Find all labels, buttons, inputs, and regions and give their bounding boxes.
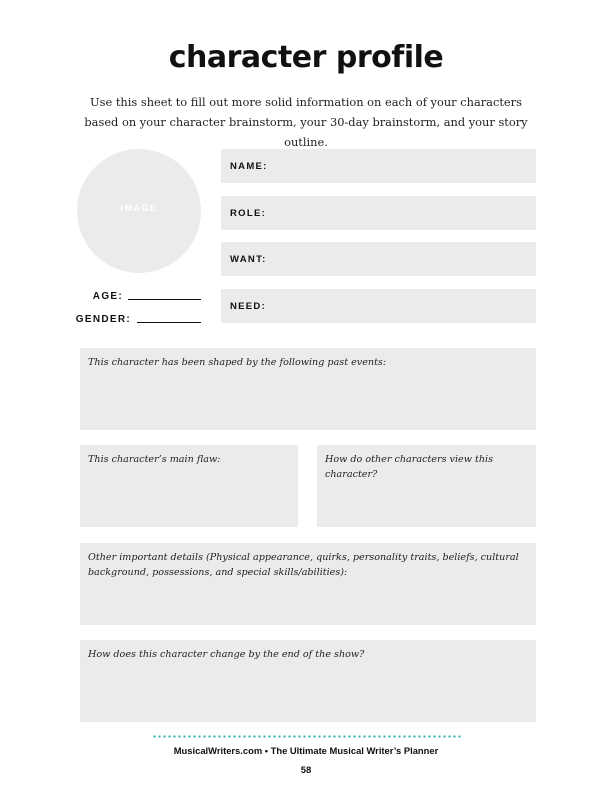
image-placeholder[interactable]	[77, 149, 201, 273]
page-number: 58	[300, 765, 312, 776]
age-label: AGE:	[92, 291, 123, 302]
others-view-prompt: How do other characters view this character?	[325, 454, 493, 480]
main-flaw-box[interactable]	[80, 445, 298, 527]
want-field[interactable]	[221, 242, 536, 276]
past-events-box[interactable]	[80, 348, 536, 430]
gender-label: GENDER:	[75, 314, 131, 325]
age-row	[70, 291, 123, 305]
intro-text: Use this sheet to fill out more solid information on each of your characters based on your character brainstorm, your 30-day brainstorm, and your story outline.	[84, 95, 528, 149]
gender-row	[60, 314, 131, 328]
other-details-box[interactable]	[80, 543, 536, 625]
main-flaw-prompt: This character’s main flaw:	[88, 454, 221, 465]
others-view-box[interactable]	[317, 445, 536, 527]
want-field-label: WANT:	[230, 254, 267, 265]
name-field[interactable]	[221, 149, 536, 183]
character-change-box[interactable]	[80, 640, 536, 722]
footer-text: MusicalWriters.com • The Ultimate Musical Writer’s Planner	[173, 745, 439, 756]
role-field-label: ROLE:	[230, 208, 267, 219]
gender-underline[interactable]	[137, 322, 201, 323]
page-title: character profile	[168, 40, 444, 75]
name-field-label: NAME:	[230, 161, 268, 172]
need-field-label: NEED:	[230, 301, 267, 312]
character-change-prompt: How does this character change by the end of the show?	[88, 649, 365, 660]
past-events-prompt: This character has been shaped by the following past events:	[88, 357, 387, 368]
other-details-prompt: Other important details (Physical appearance, quirks, personality traits, beliefs, cultural background, possessions, and special skills/abilities):	[88, 552, 519, 578]
role-field[interactable]	[221, 196, 536, 230]
dotted-divider	[152, 735, 462, 738]
age-underline[interactable]	[128, 299, 201, 300]
image-placeholder-label: IMAGE	[120, 203, 158, 213]
need-field[interactable]	[221, 289, 536, 323]
